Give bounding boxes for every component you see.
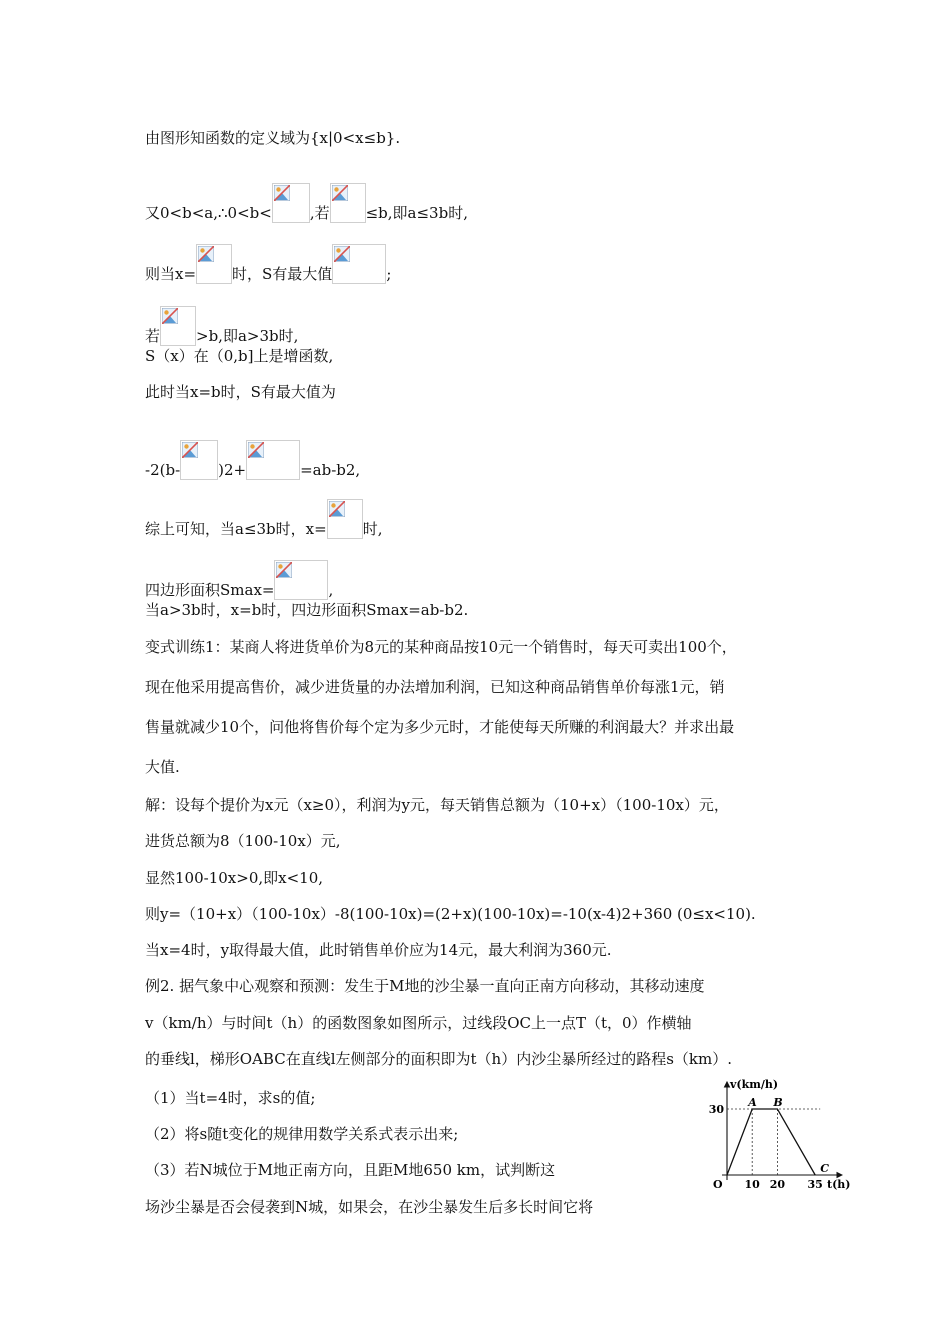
line-text: 综上可知，当a≤3b时，x= xyxy=(145,520,327,538)
solution-line xyxy=(145,904,756,924)
line-text: 当x=4时，y取得最大值，此时销售单价应为14元，最大利润为360元. xyxy=(145,941,612,959)
line-text: 则当x= xyxy=(145,265,197,283)
solution-line xyxy=(145,940,612,960)
text-line xyxy=(145,499,382,539)
velocity-series-line xyxy=(727,1109,815,1175)
x-tick-label: 20 xyxy=(769,1178,786,1191)
line-text: S（x）在（0,b]上是增函数, xyxy=(145,347,334,365)
y-tick-label: 30 xyxy=(708,1103,724,1116)
image-placeholder-icon xyxy=(246,440,300,480)
line-text: 现在他采用提高售价，减少进货量的办法增加利润，已知这种商品销售单价每涨1元，销 xyxy=(145,678,725,696)
line-text: 时, xyxy=(362,520,383,538)
line-text: =ab-b2, xyxy=(300,461,361,479)
text-line xyxy=(145,244,391,284)
line-text: 当a>3b时，x=b时，四边形面积Smax=ab-b2. xyxy=(145,601,469,619)
line-text: （2）将s随t变化的规律用数学关系式表示出来; xyxy=(145,1125,459,1143)
y-axis-label: v(km/h) xyxy=(730,1078,779,1091)
line-text: 解：设每个提价为x元（x≥0），利润为y元，每天销售总额为（10+x）（100-10x）元， xyxy=(145,796,729,814)
paragraph-line xyxy=(145,757,180,777)
line-text: 由图形知函数的定义域为{x|0<x≤b}. xyxy=(145,129,401,147)
image-placeholder-icon xyxy=(274,560,328,600)
line-text: ≤b,即a≤3b时, xyxy=(365,204,468,222)
example-line xyxy=(145,1013,692,1033)
origin-label: O xyxy=(713,1178,723,1191)
paragraph-line xyxy=(145,637,737,657)
image-placeholder-icon xyxy=(332,244,386,284)
image-placeholder-icon xyxy=(196,244,232,284)
line-text: 大值. xyxy=(145,758,180,776)
text-line xyxy=(145,382,336,402)
line-text: 例2. 据气象中心观察和预测：发生于M地的沙尘暴一直向正南方向移动，其移动速度 xyxy=(145,977,705,995)
solution-line xyxy=(145,868,323,888)
line-text: 变式训练1：某商人将进货单价为8元的某种商品按10元一个销售时，每天可卖出100个， xyxy=(145,638,737,656)
question-line xyxy=(145,1197,593,1217)
velocity-time-graph xyxy=(700,1078,850,1193)
line-text: ,若 xyxy=(309,204,330,222)
line-text: 售量就减少10个，问他将售价每个定为多少元时，才能使每天所赚的利润最大？并求出最 xyxy=(145,718,735,736)
line-text: （3）若N城位于M地正南方向，且距M地650 km，试判断这 xyxy=(145,1161,556,1179)
image-placeholder-icon xyxy=(327,499,363,539)
example-line xyxy=(145,1049,732,1069)
line-text: )2+ xyxy=(218,461,247,479)
point-label: A xyxy=(748,1096,757,1109)
point-label: B xyxy=(773,1096,783,1109)
x-tick-label: 35 xyxy=(807,1178,823,1191)
text-line xyxy=(145,346,333,366)
question-line xyxy=(145,1160,555,1180)
text-line xyxy=(145,560,333,600)
point-label: C xyxy=(820,1162,829,1175)
text-line xyxy=(145,306,298,346)
text-line xyxy=(145,128,400,148)
question-line xyxy=(145,1088,315,1108)
question-line xyxy=(145,1124,458,1144)
line-text: -2(b- xyxy=(145,461,181,479)
line-text: >b,即a>3b时, xyxy=(196,327,299,345)
line-text: 显然100-10x>0,即x<10, xyxy=(145,869,324,887)
paragraph-line xyxy=(145,677,725,697)
line-text: （1）当t=4时，求s的值; xyxy=(145,1089,316,1107)
line-text: , xyxy=(328,581,334,599)
line-text: 又0<b<a,∴0<b< xyxy=(145,204,272,222)
image-placeholder-icon xyxy=(180,440,218,480)
example-line xyxy=(145,976,704,996)
line-text: 进货总额为8（100-10x）元, xyxy=(145,832,341,850)
line-text: 此时当x=b时，S有最大值为 xyxy=(145,383,336,401)
image-placeholder-icon xyxy=(272,183,310,223)
image-placeholder-icon xyxy=(330,183,366,223)
line-text: 则y=（10+x）（100-10x）-8(100-10x)=(2+x)(100-10x)=-10(x-4)2+360 (0≤x<10). xyxy=(145,905,756,923)
line-text: v（km/h）与时间t（h）的函数图象如图所示，过线段OC上一点T（t，0）作横轴 xyxy=(145,1014,692,1032)
line-text: 四边形面积Smax= xyxy=(145,581,275,599)
x-tick-label: 10 xyxy=(744,1178,760,1191)
text-line xyxy=(145,600,468,620)
x-axis-label: t(h) xyxy=(827,1178,850,1191)
line-text: 若 xyxy=(145,327,161,345)
paragraph-line xyxy=(145,717,734,737)
text-line xyxy=(145,183,468,223)
line-text: 时，S有最大值 xyxy=(232,265,333,283)
image-placeholder-icon xyxy=(160,306,196,346)
line-text: ; xyxy=(386,265,392,283)
solution-line xyxy=(145,831,341,851)
solution-line xyxy=(145,795,729,815)
line-text: 场沙尘暴是否会侵袭到N城，如果会，在沙尘暴发生后多长时间它将 xyxy=(145,1198,594,1216)
line-text: 的垂线l，梯形OABC在直线l左侧部分的面积即为t（h）内沙尘暴所经过的路程s（km）. xyxy=(145,1050,732,1068)
text-line xyxy=(145,440,360,480)
